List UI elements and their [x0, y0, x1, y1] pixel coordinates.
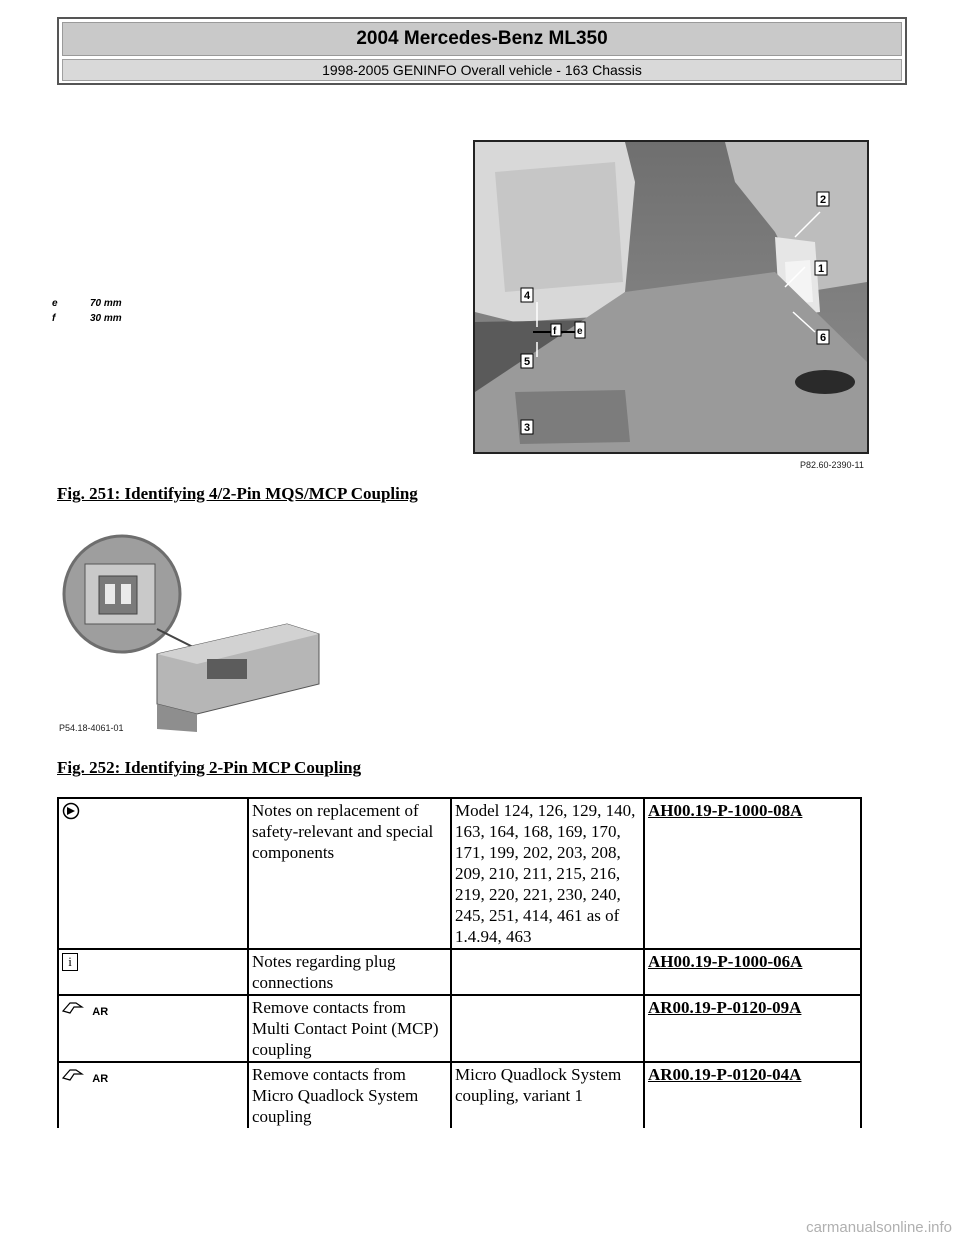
dimension-key: e — [52, 298, 58, 309]
photo-code: P82.60-2390-11 — [800, 460, 864, 470]
applicability-cell — [451, 949, 644, 995]
dimension-key: f — [52, 313, 56, 324]
icon-cell — [58, 798, 248, 949]
callout-2: 2 — [820, 194, 827, 206]
applicability-cell: Micro Quadlock System coupling, variant 1 — [451, 1062, 644, 1128]
coupling-photo — [57, 534, 340, 734]
photo-code: P54.18-4061-01 — [59, 723, 124, 733]
dimension-legend — [52, 296, 122, 326]
reference-link[interactable]: AR00.19-P-0120-09A — [644, 995, 861, 1062]
document-subtitle: 1998-2005 GENINFO Overall vehicle - 163 Chassis — [62, 59, 902, 81]
icon-cell — [58, 1062, 248, 1128]
label-e: e — [577, 326, 583, 337]
applicability-cell — [451, 995, 644, 1062]
applicability-cell: Model 124, 126, 129, 140, 163, 164, 168, 169, 170, 171, 199, 202, 203, 208, 209, 210, 211, 215, 216, 219, 220, 221, 230, 240, 245, 251, 414, 461 as of 1.4.94, 463 — [451, 798, 644, 949]
callout-3: 3 — [524, 422, 531, 434]
description-cell: Remove contacts from Multi Contact Point (MCP) coupling — [248, 995, 451, 1062]
description-cell: Remove contacts from Micro Quadlock System coupling — [248, 1062, 451, 1128]
dimension-row-e — [52, 296, 122, 311]
description-cell: Notes regarding plug connections — [248, 949, 451, 995]
document-title: 2004 Mercedes-Benz ML350 — [62, 22, 902, 56]
repair-hand-ar-icon: AR — [62, 1066, 108, 1090]
reference-link[interactable]: AH00.19-P-1000-06A — [644, 949, 861, 995]
table-row — [58, 995, 861, 1062]
dimension-value: 70 mm — [90, 298, 122, 309]
icon-cell — [58, 949, 248, 995]
dimension-row-f — [52, 311, 122, 326]
reference-table — [57, 797, 862, 1128]
watermark: carmanualsonline.info — [806, 1219, 952, 1236]
figure-caption: Fig. 251: Identifying 4/2-Pin MQS/MCP Coupling — [57, 484, 418, 503]
page-header — [57, 17, 907, 85]
label-f: f — [553, 326, 557, 337]
repair-hand-ar-icon: AR — [62, 999, 108, 1023]
description-cell: Notes on replacement of safety-relevant and special components — [248, 798, 451, 949]
table-row — [58, 949, 861, 995]
icon-cell — [58, 995, 248, 1062]
callout-4: 4 — [524, 290, 531, 302]
table-row — [58, 798, 861, 949]
reference-link[interactable]: AH00.19-P-1000-08A — [644, 798, 861, 949]
figure-caption: Fig. 252: Identifying 2-Pin MCP Coupling — [57, 758, 362, 777]
pointer-arrow-circle-icon — [62, 802, 80, 825]
reference-link[interactable]: AR00.19-P-0120-04A — [644, 1062, 861, 1128]
callout-1: 1 — [818, 263, 825, 275]
callout-5: 5 — [524, 356, 531, 368]
callout-6: 6 — [820, 332, 827, 344]
table-row — [58, 1062, 861, 1128]
dimension-value: 30 mm — [90, 313, 122, 324]
info-i-icon: i — [62, 953, 78, 971]
vehicle-interior-photo — [473, 140, 869, 454]
